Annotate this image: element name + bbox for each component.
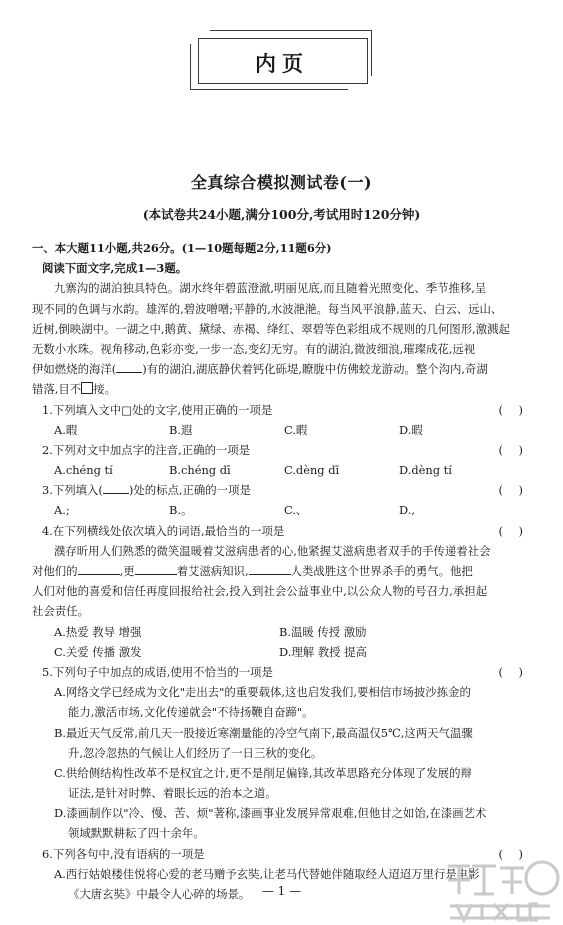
option: B.遐 [169, 422, 193, 437]
passage-line: 无数小水珠。视角移动,色彩亦变,一步一态,变幻无穷。有的湖泊,微波细浪,璀璨成花,远视 [32, 341, 476, 356]
question-stem: 6.下列各句中,没有语病的一项是 [42, 846, 205, 861]
options-row [32, 460, 537, 480]
passage-line: 濮存昕用人们熟悉的微笑温暖着艾滋病患者的心,他紧握艾滋病患者双手的手传递着社会 [54, 543, 491, 558]
answer-paren: ( ) [498, 402, 529, 417]
passage-text: 错落,目不 [32, 382, 82, 397]
passage-text: 接。 [93, 382, 116, 397]
option-line: 《大唐玄奘》中最令人心碎的场景。 [68, 887, 251, 901]
passage-line: 九寨沟的湖泊独具特色。湖水终年碧蓝澄澈,明丽见底,而且随着光照变化、季节推移,呈 [54, 281, 487, 296]
option: C.暇 [284, 422, 308, 437]
options-row [32, 500, 537, 520]
header-frame [190, 38, 362, 86]
passage-line: 社会责任。 [32, 604, 89, 619]
blank-line [103, 480, 129, 494]
option-line: C.供给侧结构性改革不是权宜之计,更不是削足偏锋,其改革思路充分体现了发展的辩 [54, 765, 472, 780]
options-row [32, 622, 537, 642]
question-3 [32, 480, 537, 500]
option-line: B.最近天气反常,前几天一股接近寒潮量能的冷空气南下,最高温仅5℃,这两天气温骤 [54, 725, 473, 740]
blank-line [249, 561, 291, 575]
question-2 [32, 440, 537, 460]
passage-text: )有的湖泊,湖底静伏着钙化砾堤,瞭胧中仿佛蛟龙游动。整个沟内,奇湖 [142, 362, 488, 377]
passage-line: 人们对他的喜爱和信任再度回报给社会,投入到社会公益事业中,以公众人物的号召力,承担起 [32, 584, 488, 599]
answer-paren: ( ) [498, 442, 529, 457]
question-stem: 4.在下列横线处依次填入的词语,最恰当的一项是 [42, 523, 285, 538]
option-line: A.西行姑娘楼佳悦将心爱的老马赠予玄奘,让老马代替她伴随取经人迢迢万里行是电影 [54, 866, 480, 881]
reading-intro: 阅读下面文字,完成1—3题。 [42, 261, 188, 276]
answer-paren: ( ) [498, 664, 529, 679]
option: D.暇 [399, 422, 423, 437]
option-line: 能力,激活市场,文化传递就会"不待扬鞭自奋蹄"。 [68, 705, 314, 720]
question-stem: 1.下列填入文中□处的文字,使用正确的一项是 [42, 402, 273, 417]
option: C.、 [284, 503, 308, 518]
passage-text: 着艾滋病知识, [176, 564, 249, 578]
blank-line [116, 359, 142, 373]
question-stem: 2.下列对文中加点字的注音,正确的一项是 [42, 442, 251, 457]
question-1 [32, 400, 537, 420]
option-line: 证法,是针对时弊、着眼长远的治本之道。 [68, 786, 277, 801]
option: B.chéng dī [169, 463, 231, 478]
option: A.; [54, 503, 70, 518]
passage-text: 对他们的 [32, 564, 78, 578]
option-line: 升,忽冷忽热的气候让人们经历了一日三秋的变化。 [68, 745, 323, 760]
options-row [32, 642, 537, 662]
page-subtitle: (本试卷共24小题,满分100分,考试用时120分钟) [142, 207, 421, 222]
answer-paren: ( ) [498, 846, 529, 861]
question-stem [42, 480, 251, 500]
passage-line [32, 379, 537, 399]
section-heading: 一、本大题11小题,共26分。(1—10题每题2分,11题6分) [32, 241, 332, 255]
stem-text: 3.下列填入( [42, 483, 103, 498]
option-line: 领域默默耕耘了四十余年。 [68, 826, 205, 841]
option: A.暇 [54, 422, 78, 437]
header-label: 内页 [255, 51, 309, 76]
passage-line [32, 359, 537, 379]
exam-content [32, 238, 537, 904]
passage-text: 伊如燃烧的海洋( [32, 362, 117, 377]
option: D., [399, 503, 415, 518]
passage-text: ,更 [119, 564, 135, 578]
option: C.关爱 传播 激发 [54, 644, 142, 659]
option: B.温暖 传授 激励 [279, 624, 367, 639]
option: A.热爱 教导 增强 [54, 624, 142, 639]
blank-line [135, 561, 177, 575]
passage-line [32, 561, 537, 581]
page-title: 全真综合模拟测试卷(一) [190, 173, 373, 192]
watermark-logo [442, 856, 563, 925]
passage-text: 人类战胜这个世界杀手的勇气。他把 [290, 564, 473, 578]
passage-line: 现不同的色调与水韵。雄浑的,碧波噌噌;平静的,水波滟滟。每当风平浪静,蓝天、白云、远山、 [32, 301, 503, 316]
answer-paren: ( ) [498, 483, 529, 498]
option: D.dèng tí [399, 463, 452, 478]
option-line: A.网络文学已经成为文化"走出去"的重要载体,这也启发我们,要相信市场披沙拣金的 [54, 685, 471, 700]
question-4 [32, 521, 537, 541]
option: A.chéng tí [54, 463, 113, 478]
blank-line [78, 561, 120, 575]
option: B.。 [169, 503, 193, 518]
question-stem: 5.下列句子中加点的成语,使用不恰当的一项是 [42, 664, 273, 679]
answer-paren: ( ) [498, 523, 529, 538]
page-number: — 1 — [261, 884, 302, 898]
passage-line: 近树,倒映湖中。一湖之中,鹅黄、黛绿、赤褐、绛红、翠碧等色彩组成不规则的几何图形,激溅起 [32, 321, 510, 336]
option-line: D.漆画制作以"冷、慢、苦、烦"著称,漆画事业发展异常艰难,但他甘之如饴,在漆画艺术 [54, 806, 487, 821]
option: D.理解 教授 提高 [279, 644, 367, 659]
question-5 [32, 662, 537, 682]
blank-box [81, 382, 93, 394]
options-row [32, 420, 537, 440]
stem-text: )处的标点,正确的一项是 [128, 483, 251, 498]
option: C.dèng dī [284, 463, 340, 478]
